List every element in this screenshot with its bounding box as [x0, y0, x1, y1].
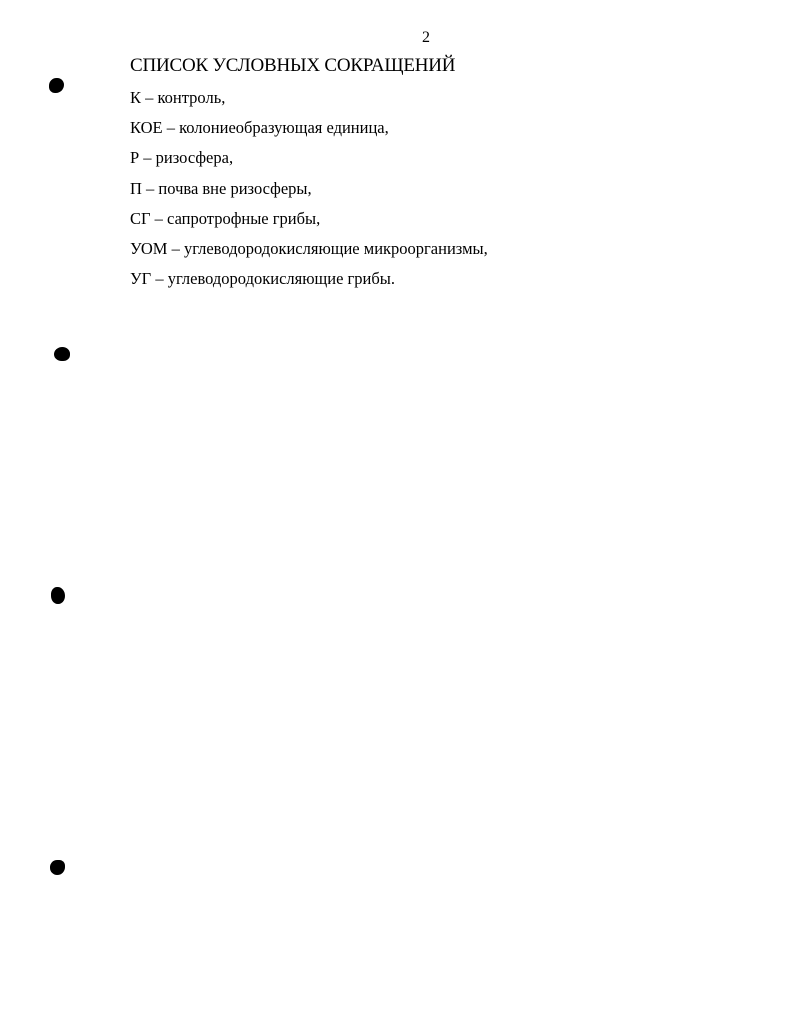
abbreviation-item: УОМ – углеводородокисляющие микроорганизмы,	[130, 238, 488, 258]
page-number: 2	[422, 29, 430, 46]
punch-hole-mark	[49, 78, 64, 93]
page-title: СПИСОК УСЛОВНЫХ СОКРАЩЕНИЙ	[130, 55, 456, 76]
abbreviation-item: К – контроль,	[130, 88, 226, 107]
abbreviation-list	[130, 88, 488, 299]
abbreviation-item: УГ – углеводородокисляющие грибы.	[130, 269, 395, 289]
punch-hole-mark	[51, 587, 65, 604]
abbreviation-item: КОЕ – колониеобразующая единица,	[130, 118, 389, 138]
abbreviation-item: Р – ризосфера,	[130, 148, 234, 168]
punch-hole-mark	[54, 347, 70, 361]
abbreviation-item: СГ – сапротрофные грибы,	[130, 208, 321, 228]
abbreviation-item: П – почва вне ризосферы,	[130, 178, 312, 198]
punch-hole-mark	[50, 860, 65, 875]
